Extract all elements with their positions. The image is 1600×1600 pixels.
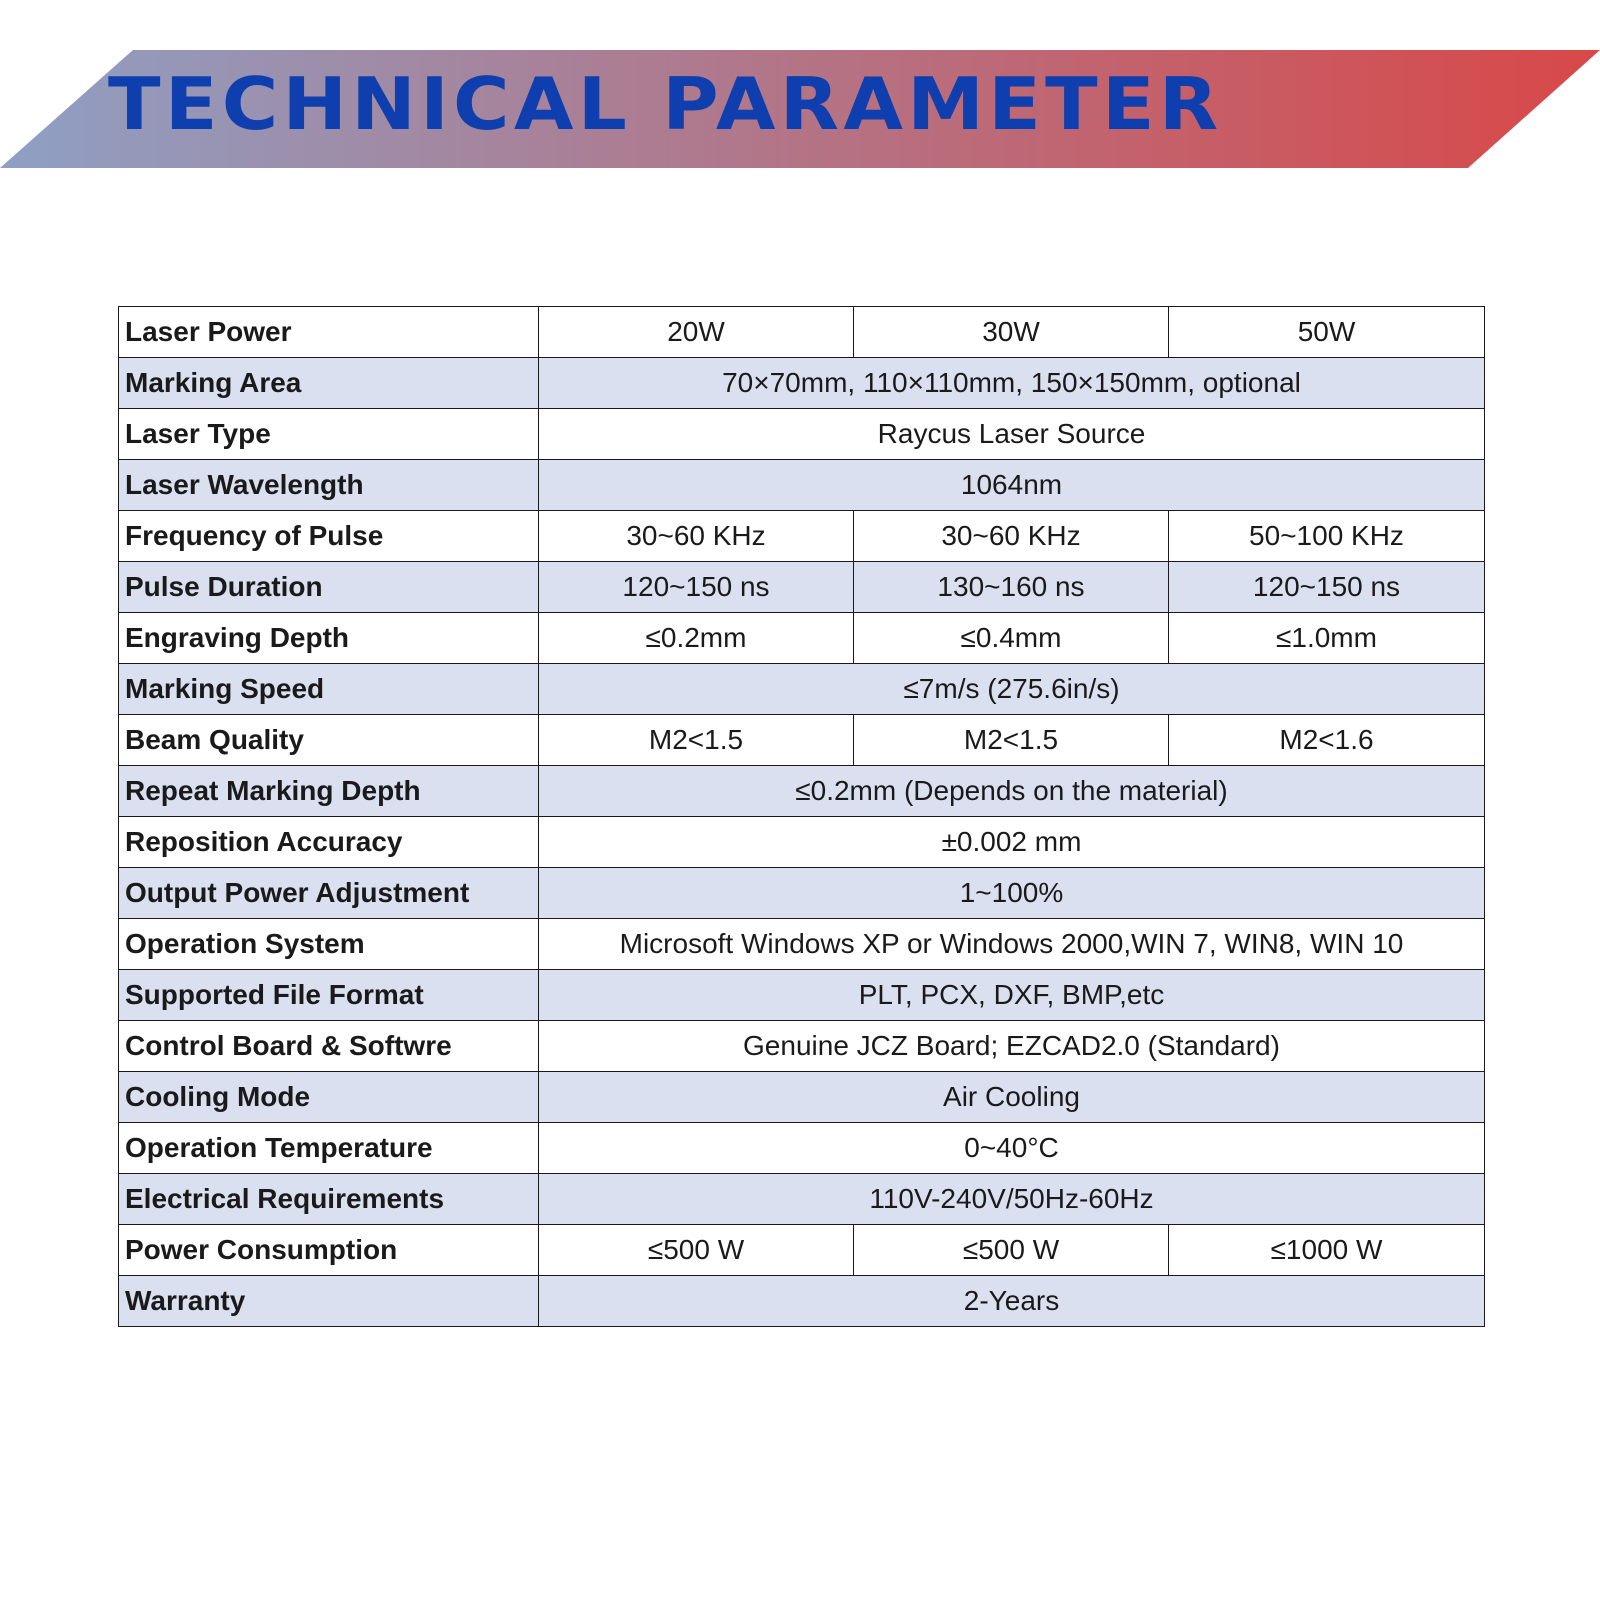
parameter-value: 2-Years: [539, 1276, 1485, 1327]
parameter-value: ≤1000 W: [1169, 1225, 1485, 1276]
table-row: [119, 460, 1485, 511]
parameter-value: Microsoft Windows XP or Windows 2000,WIN 7, WIN8, WIN 10: [539, 919, 1485, 970]
parameter-value: ≤500 W: [539, 1225, 854, 1276]
parameter-label: Laser Wavelength: [119, 460, 539, 511]
parameter-value: M2<1.6: [1169, 715, 1485, 766]
table-row: [119, 1123, 1485, 1174]
parameter-label: Laser Type: [119, 409, 539, 460]
parameter-value: Air Cooling: [539, 1072, 1485, 1123]
parameter-value: PLT, PCX, DXF, BMP,etc: [539, 970, 1485, 1021]
table-row: [119, 970, 1485, 1021]
parameter-value: 30W: [854, 307, 1169, 358]
parameter-label: Beam Quality: [119, 715, 539, 766]
parameter-value: 50W: [1169, 307, 1485, 358]
table-row: [119, 1021, 1485, 1072]
parameter-value: 1~100%: [539, 868, 1485, 919]
parameter-value: 1064nm: [539, 460, 1485, 511]
table-row: [119, 409, 1485, 460]
parameter-value: ±0.002 mm: [539, 817, 1485, 868]
parameter-label: Operation Temperature: [119, 1123, 539, 1174]
parameter-label: Control Board & Softwre: [119, 1021, 539, 1072]
table-row: [119, 919, 1485, 970]
parameter-label: Laser Power: [119, 307, 539, 358]
table-row: [119, 562, 1485, 613]
parameter-value: M2<1.5: [539, 715, 854, 766]
table-row: [119, 1225, 1485, 1276]
parameter-value: 20W: [539, 307, 854, 358]
table-row: [119, 817, 1485, 868]
parameter-value: 120~150 ns: [539, 562, 854, 613]
parameter-label: Operation System: [119, 919, 539, 970]
parameter-value: 50~100 KHz: [1169, 511, 1485, 562]
table-row: [119, 1276, 1485, 1327]
parameter-label: Repeat Marking Depth: [119, 766, 539, 817]
parameter-value: ≤1.0mm: [1169, 613, 1485, 664]
parameter-label: Marking Speed: [119, 664, 539, 715]
table-row: [119, 358, 1485, 409]
spec-table-body: [119, 307, 1485, 1327]
parameter-label: Supported File Format: [119, 970, 539, 1021]
table-row: [119, 715, 1485, 766]
parameter-label: Marking Area: [119, 358, 539, 409]
spec-table: [118, 306, 1485, 1327]
parameter-value: ≤500 W: [854, 1225, 1169, 1276]
table-row: [119, 307, 1485, 358]
table-row: [119, 766, 1485, 817]
parameter-label: Frequency of Pulse: [119, 511, 539, 562]
parameter-label: Output Power Adjustment: [119, 868, 539, 919]
page-title: TECHNICAL PARAMETER: [108, 62, 1223, 146]
parameter-label: Engraving Depth: [119, 613, 539, 664]
title-banner: [0, 0, 1600, 180]
table-row: [119, 1174, 1485, 1225]
parameter-label: Warranty: [119, 1276, 539, 1327]
parameter-label: Electrical Requirements: [119, 1174, 539, 1225]
parameter-value: ≤7m/s (275.6in/s): [539, 664, 1485, 715]
table-row: [119, 664, 1485, 715]
parameter-value: ≤0.2mm: [539, 613, 854, 664]
parameter-label: Reposition Accuracy: [119, 817, 539, 868]
parameter-label: Pulse Duration: [119, 562, 539, 613]
table-row: [119, 613, 1485, 664]
parameter-value: 130~160 ns: [854, 562, 1169, 613]
parameter-value: ≤0.2mm (Depends on the material): [539, 766, 1485, 817]
parameter-value: 110V-240V/50Hz-60Hz: [539, 1174, 1485, 1225]
parameter-value: ≤0.4mm: [854, 613, 1169, 664]
table-row: [119, 868, 1485, 919]
parameter-value: 70×70mm, 110×110mm, 150×150mm, optional: [539, 358, 1485, 409]
parameter-value: 30~60 KHz: [539, 511, 854, 562]
parameter-value: M2<1.5: [854, 715, 1169, 766]
table-row: [119, 511, 1485, 562]
parameter-value: 30~60 KHz: [854, 511, 1169, 562]
parameter-value: 0~40°C: [539, 1123, 1485, 1174]
table-row: [119, 1072, 1485, 1123]
parameter-label: Cooling Mode: [119, 1072, 539, 1123]
parameter-label: Power Consumption: [119, 1225, 539, 1276]
parameter-value: 120~150 ns: [1169, 562, 1485, 613]
parameter-value: Raycus Laser Source: [539, 409, 1485, 460]
parameter-value: Genuine JCZ Board; EZCAD2.0 (Standard): [539, 1021, 1485, 1072]
